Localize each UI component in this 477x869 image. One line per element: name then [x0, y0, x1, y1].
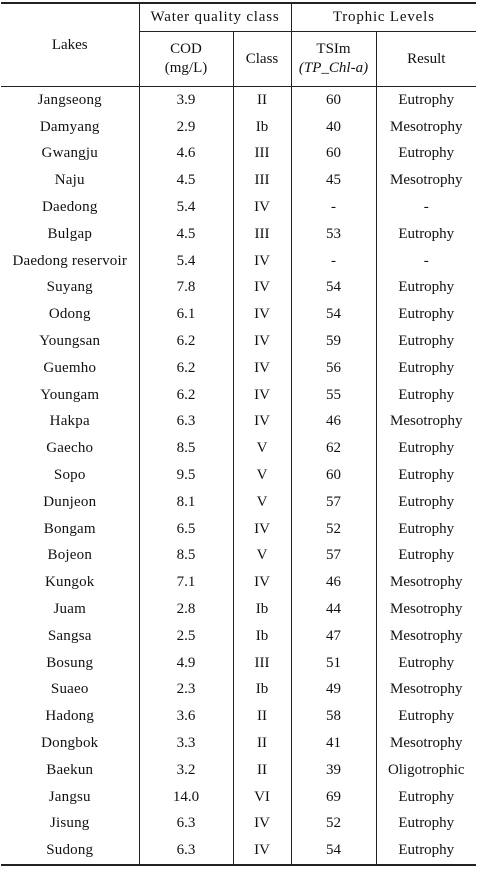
cell-tsim: 54: [291, 301, 376, 328]
cell-cod: 4.6: [139, 141, 233, 168]
header-tsim: [291, 32, 376, 87]
table-row: [1, 784, 476, 811]
cell-cod: 6.3: [139, 409, 233, 436]
cell-cod: 2.9: [139, 114, 233, 141]
cell-tsim: 57: [291, 489, 376, 516]
cell-lake: Sudong: [1, 837, 139, 865]
table-row: [1, 623, 476, 650]
table-row: [1, 596, 476, 623]
cell-lake: Jangseong: [1, 87, 139, 114]
cell-result: Eutrophy: [398, 306, 455, 323]
cell-lake: Dunjeon: [1, 489, 139, 516]
cell-lake: Sopo: [1, 462, 139, 489]
cell-result: -: [423, 199, 429, 216]
cell-lake: Guemho: [1, 355, 139, 382]
table-row: [1, 730, 476, 757]
cell-class: IV: [233, 837, 291, 865]
cell-lake: Hadong: [1, 703, 139, 730]
cell-tsim: 55: [291, 382, 376, 409]
cell-tsim: 62: [291, 435, 376, 462]
cell-lake: Odong: [1, 301, 139, 328]
cell-tsim: -: [291, 194, 376, 221]
cell-tsim: 45: [291, 167, 376, 194]
cell-class: II: [233, 703, 291, 730]
cell-result: Mesotrophy: [390, 627, 463, 644]
header-result: Result: [376, 32, 476, 87]
cell-cod: 2.3: [139, 677, 233, 704]
cell-lake: Daedong: [1, 194, 139, 221]
cell-lake: Bongam: [1, 516, 139, 543]
cell-tsim: 40: [291, 114, 376, 141]
cell-result: Eutrophy: [398, 279, 455, 296]
cell-cod: 3.3: [139, 730, 233, 757]
cell-tsim: 60: [291, 141, 376, 168]
cell-result: Eutrophy: [398, 493, 455, 510]
cell-result: Eutrophy: [398, 708, 455, 725]
cell-tsim: 57: [291, 543, 376, 570]
cell-tsim: 60: [291, 87, 376, 114]
cell-tsim: 44: [291, 596, 376, 623]
cell-cod: 8.5: [139, 543, 233, 570]
cell-class: IV: [233, 248, 291, 275]
cell-class: V: [233, 462, 291, 489]
cell-result: Eutrophy: [398, 815, 455, 832]
cell-class: IV: [233, 569, 291, 596]
table-row: [1, 87, 476, 114]
cell-cod: 3.6: [139, 703, 233, 730]
header-tsim-basis: (TP_Chl-a): [298, 60, 369, 76]
cell-result: Eutrophy: [398, 654, 455, 671]
cell-lake: Suyang: [1, 275, 139, 302]
cell-lake: Kungok: [1, 569, 139, 596]
cell-class: III: [233, 650, 291, 677]
cell-result: Mesotrophy: [390, 681, 463, 698]
cell-cod: 4.9: [139, 650, 233, 677]
cell-tsim: -: [291, 248, 376, 275]
cell-cod: 5.4: [139, 194, 233, 221]
table-row: [1, 194, 476, 221]
cell-class: IV: [233, 275, 291, 302]
table-row: [1, 462, 476, 489]
table-header: [1, 3, 476, 87]
cell-cod: 5.4: [139, 248, 233, 275]
cell-cod: 14.0: [139, 784, 233, 811]
cell-cod: 2.5: [139, 623, 233, 650]
cell-lake: Suaeo: [1, 677, 139, 704]
cell-class: IV: [233, 516, 291, 543]
table-row: [1, 167, 476, 194]
cell-lake: Juam: [1, 596, 139, 623]
cell-result: Mesotrophy: [390, 118, 463, 135]
cell-tsim: 53: [291, 221, 376, 248]
table-row: [1, 650, 476, 677]
cell-class: V: [233, 489, 291, 516]
cell-tsim: 51: [291, 650, 376, 677]
cell-result: Eutrophy: [398, 145, 455, 162]
cell-cod: 6.3: [139, 811, 233, 838]
cell-cod: 6.3: [139, 837, 233, 865]
cell-result: Mesotrophy: [390, 172, 463, 189]
cell-result: Eutrophy: [398, 333, 455, 350]
cell-class: Ib: [233, 114, 291, 141]
cell-tsim: 47: [291, 623, 376, 650]
cell-result: Eutrophy: [398, 359, 455, 376]
cell-result: Eutrophy: [398, 547, 455, 564]
table-row: [1, 328, 476, 355]
cell-tsim: 39: [291, 757, 376, 784]
cell-class: Ib: [233, 623, 291, 650]
header-tsim-label: TSIm: [316, 41, 351, 57]
cell-class: II: [233, 730, 291, 757]
cell-lake: Jisung: [1, 811, 139, 838]
table-row: [1, 703, 476, 730]
header-trophic-levels: Trophic Levels: [291, 3, 476, 32]
cell-tsim: 52: [291, 516, 376, 543]
header-water-quality-class: Water quality class: [139, 3, 291, 32]
cell-class: IV: [233, 811, 291, 838]
table-row: [1, 677, 476, 704]
cell-result: Eutrophy: [398, 91, 455, 108]
cell-lake: Naju: [1, 167, 139, 194]
cell-class: III: [233, 141, 291, 168]
table-row: [1, 543, 476, 570]
table-row: [1, 301, 476, 328]
cell-cod: 8.5: [139, 435, 233, 462]
cell-cod: 8.1: [139, 489, 233, 516]
cell-tsim: 58: [291, 703, 376, 730]
cell-result: Eutrophy: [398, 386, 455, 403]
cell-result: Eutrophy: [398, 225, 455, 242]
cell-class: IV: [233, 328, 291, 355]
cell-cod: 4.5: [139, 167, 233, 194]
cell-lake: Dongbok: [1, 730, 139, 757]
cell-lake: Hakpa: [1, 409, 139, 436]
cell-lake: Bulgap: [1, 221, 139, 248]
cell-cod: 9.5: [139, 462, 233, 489]
cell-class: IV: [233, 382, 291, 409]
cell-cod: 7.1: [139, 569, 233, 596]
table-row: [1, 141, 476, 168]
cell-lake: Gaecho: [1, 435, 139, 462]
cell-cod: 6.5: [139, 516, 233, 543]
cell-result: Eutrophy: [398, 788, 455, 805]
lake-water-quality-table: [1, 2, 476, 866]
cell-lake: Jangsu: [1, 784, 139, 811]
header-cod-label: COD: [170, 41, 202, 57]
table-row: [1, 837, 476, 865]
table-row: [1, 435, 476, 462]
cell-lake: Sangsa: [1, 623, 139, 650]
cell-class: III: [233, 167, 291, 194]
cell-lake: Damyang: [1, 114, 139, 141]
cell-cod: 3.2: [139, 757, 233, 784]
cell-tsim: 56: [291, 355, 376, 382]
table-row: [1, 489, 476, 516]
table-row: [1, 248, 476, 275]
cell-lake: Youngam: [1, 382, 139, 409]
cell-tsim: 52: [291, 811, 376, 838]
cell-tsim: 59: [291, 328, 376, 355]
cell-tsim: 60: [291, 462, 376, 489]
table-row: [1, 409, 476, 436]
cell-class: IV: [233, 355, 291, 382]
cell-result: Eutrophy: [398, 467, 455, 484]
cell-cod: 6.2: [139, 328, 233, 355]
cell-class: Ib: [233, 596, 291, 623]
table-row: [1, 569, 476, 596]
cell-cod: 6.2: [139, 382, 233, 409]
cell-cod: 6.1: [139, 301, 233, 328]
cell-result: Eutrophy: [398, 440, 455, 457]
cell-tsim: 41: [291, 730, 376, 757]
cell-result: Oligotrophic: [387, 761, 465, 778]
header-class: Class: [233, 32, 291, 87]
cell-result: Mesotrophy: [390, 574, 463, 591]
cell-class: II: [233, 87, 291, 114]
cell-class: IV: [233, 409, 291, 436]
cell-cod: 7.8: [139, 275, 233, 302]
cell-cod: 3.9: [139, 87, 233, 114]
cell-cod: 4.5: [139, 221, 233, 248]
cell-class: V: [233, 543, 291, 570]
cell-lake: Daedong reservoir: [1, 248, 139, 275]
header-cod: [139, 32, 233, 87]
table-row: [1, 114, 476, 141]
cell-tsim: 69: [291, 784, 376, 811]
table-row: [1, 355, 476, 382]
cell-tsim: 46: [291, 409, 376, 436]
table-row: [1, 382, 476, 409]
cell-result: Eutrophy: [398, 842, 455, 859]
cell-tsim: 46: [291, 569, 376, 596]
cell-class: IV: [233, 194, 291, 221]
cell-class: III: [233, 221, 291, 248]
table-row: [1, 516, 476, 543]
cell-result: Mesotrophy: [390, 601, 463, 618]
cell-result: Mesotrophy: [390, 735, 463, 752]
header-cod-unit: (mg/L): [164, 60, 208, 76]
cell-lake: Youngsan: [1, 328, 139, 355]
cell-class: II: [233, 757, 291, 784]
cell-lake: Gwangju: [1, 141, 139, 168]
table-row: [1, 757, 476, 784]
header-lakes: Lakes: [1, 3, 139, 87]
cell-tsim: 54: [291, 275, 376, 302]
cell-lake: Baekun: [1, 757, 139, 784]
cell-cod: 2.8: [139, 596, 233, 623]
cell-lake: Bojeon: [1, 543, 139, 570]
table-row: [1, 811, 476, 838]
cell-cod: 6.2: [139, 355, 233, 382]
cell-class: VI: [233, 784, 291, 811]
cell-class: IV: [233, 301, 291, 328]
cell-class: V: [233, 435, 291, 462]
table-row: [1, 221, 476, 248]
cell-lake: Bosung: [1, 650, 139, 677]
cell-result: Eutrophy: [398, 520, 455, 537]
cell-tsim: 49: [291, 677, 376, 704]
table-row: [1, 275, 476, 302]
cell-result: -: [423, 252, 429, 269]
cell-result: Mesotrophy: [390, 413, 463, 430]
cell-class: Ib: [233, 677, 291, 704]
table-body: [1, 87, 476, 866]
cell-tsim: 54: [291, 837, 376, 865]
